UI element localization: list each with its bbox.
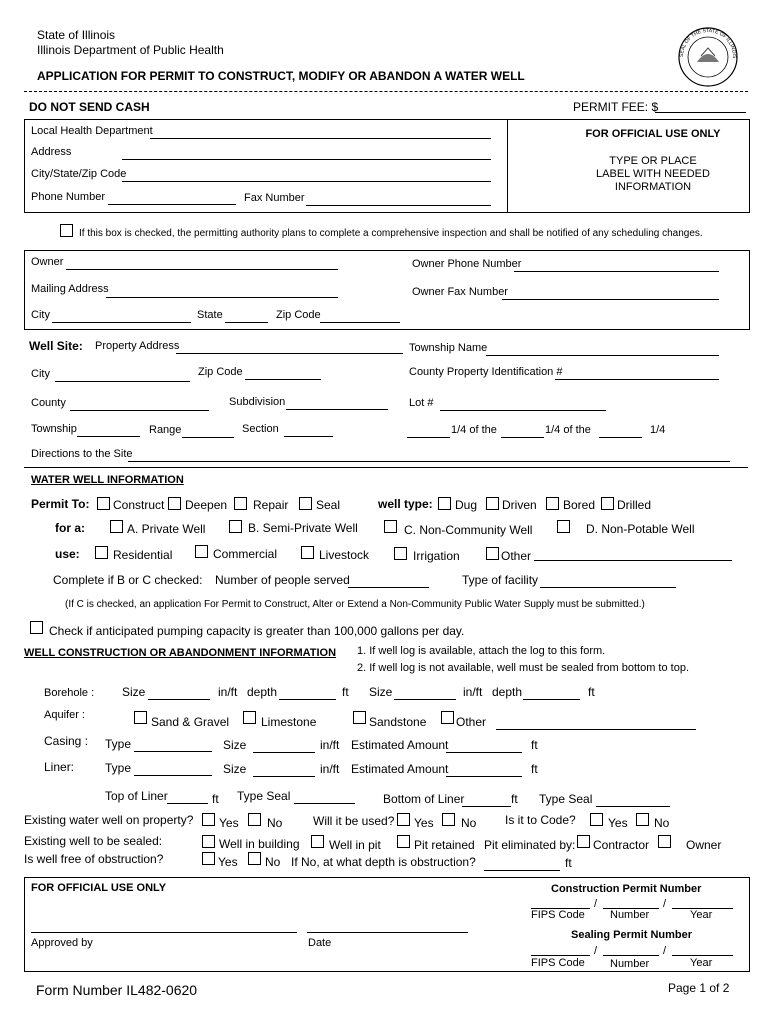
county-label: County (31, 397, 66, 409)
obstruction-ft-label: ft (565, 856, 572, 870)
used-no-checkbox[interactable] (442, 813, 455, 826)
well-construction-heading: WELL CONSTRUCTION OR ABANDONMENT INFORMATION (24, 647, 337, 659)
residential-label: Residential (113, 548, 173, 562)
owner-city-field[interactable] (52, 322, 191, 323)
quarter-label-3: 1/4 (650, 424, 666, 436)
owner-box (24, 250, 750, 330)
lot-field[interactable] (440, 410, 606, 411)
complete-bc-label: Complete if B or C checked: (53, 573, 203, 587)
drilled-label: Drilled (617, 498, 652, 512)
seal-text: SEAL OF THE STATE OF ILLINOIS (678, 27, 738, 59)
drilled-checkbox[interactable] (601, 497, 614, 510)
obstruction-depth-field[interactable] (484, 870, 560, 871)
semi-private-checkbox[interactable] (229, 520, 242, 533)
borehole-ft-label-1: ft (342, 685, 349, 699)
owner-checkbox[interactable] (658, 835, 671, 848)
casing-ft-label: ft (531, 738, 538, 752)
liner-type-label: Type (105, 761, 132, 775)
township-field[interactable] (77, 436, 140, 437)
existing-no-label: No (267, 816, 283, 830)
owner-state-label: State (197, 309, 223, 321)
private-well-label: A. Private Well (127, 522, 206, 536)
contractor-label: Contractor (593, 838, 650, 852)
county-pid-field[interactable] (555, 379, 719, 380)
top-type-seal-label: Type Seal (237, 789, 291, 803)
deepen-checkbox[interactable] (168, 497, 181, 510)
fax-label: Fax Number (244, 192, 305, 204)
county-field[interactable] (70, 410, 209, 411)
divider (24, 91, 748, 92)
obstruction-yes-label: Yes (218, 855, 238, 869)
people-served-label: Number of people served (215, 573, 350, 587)
illinois-seal-icon (677, 26, 739, 88)
sp-number-field[interactable] (603, 955, 659, 956)
non-potable-label: D. Non-Potable Well (586, 522, 695, 536)
label-instruction-2: LABEL WITH NEEDED (596, 168, 710, 180)
casing-inft-label: in/ft (320, 738, 340, 752)
quarter-label-1: 1/4 of the (451, 424, 497, 436)
owner-fax-field[interactable] (502, 299, 719, 300)
to-code-label: Is it to Code? (505, 813, 576, 827)
township-name-label: Township Name (409, 342, 488, 354)
page-number: Page 1 of 2 (668, 981, 730, 995)
liner-size-field[interactable] (253, 776, 315, 777)
sp-year-label: Year (690, 957, 713, 969)
quarter-field-3[interactable] (599, 437, 642, 438)
dug-label: Dug (455, 498, 478, 512)
section-field[interactable] (284, 436, 333, 437)
log-note-1: 1. If well log is available, attach the log to this form. (357, 645, 606, 657)
driven-label: Driven (502, 498, 537, 512)
owner-city-label: City (31, 309, 50, 321)
borehole-size-label-1: Size (122, 685, 146, 699)
bottom-liner-ft-label: ft (511, 792, 518, 806)
other-aquifer-field[interactable] (496, 729, 696, 730)
subdivision-label: Subdivision (229, 396, 286, 408)
in-building-checkbox[interactable] (202, 835, 215, 848)
water-well-info-heading: WATER WELL INFORMATION (31, 474, 184, 486)
owner-zip-field[interactable] (320, 322, 400, 323)
sand-gravel-checkbox[interactable] (134, 711, 147, 724)
mailing-address-label: Mailing Address (31, 283, 109, 295)
people-served-field[interactable] (348, 587, 429, 588)
form-title: APPLICATION FOR PERMIT TO CONSTRUCT, MODIFY OR ABANDON A WATER WELL (37, 69, 525, 83)
township-name-field[interactable] (486, 355, 719, 356)
inspection-checkbox[interactable] (60, 224, 73, 237)
irrigation-checkbox[interactable] (394, 547, 407, 560)
approval-date-field[interactable] (307, 932, 468, 933)
top-of-liner-field[interactable] (167, 803, 208, 804)
borehole-size-label-2: Size (369, 685, 393, 699)
obstruction-no-checkbox[interactable] (248, 852, 261, 865)
sand-gravel-label: Sand & Gravel (151, 715, 230, 729)
use-label: use: (55, 547, 80, 561)
owner-phone-field[interactable] (514, 271, 719, 272)
form-number: Form Number IL482-0620 (36, 982, 198, 998)
quarter-field-2[interactable] (501, 437, 544, 438)
obstruction-yes-checkbox[interactable] (202, 852, 215, 865)
code-no-label: No (654, 816, 670, 830)
local-health-label: Local Health Department (31, 125, 153, 137)
phone-label: Phone Number (31, 191, 105, 203)
cp-year-label: Year (690, 909, 713, 921)
fax-field[interactable] (306, 205, 491, 206)
divider (24, 467, 748, 468)
seal-label: Seal (316, 498, 341, 512)
residential-checkbox[interactable] (95, 546, 108, 559)
code-yes-checkbox[interactable] (590, 813, 603, 826)
approved-by-label: Approved by (31, 937, 93, 949)
casing-size-field[interactable] (253, 752, 315, 753)
permit-fee-field[interactable] (655, 112, 746, 113)
used-yes-checkbox[interactable] (397, 813, 410, 826)
well-type-label: well type: (378, 497, 433, 511)
top-liner-ft-label: ft (212, 792, 219, 806)
sp-year-field[interactable] (672, 955, 733, 956)
range-field[interactable] (182, 437, 234, 438)
liner-type-field[interactable] (134, 775, 212, 776)
cp-slash-1: / (594, 898, 598, 910)
borehole-inft-label-2: in/ft (463, 685, 483, 699)
casing-type-label: Type (105, 737, 132, 751)
cp-number-label: Number (610, 909, 650, 921)
casing-type-field[interactable] (134, 751, 212, 752)
site-city-field[interactable] (55, 381, 190, 382)
aquifer-label: Aquifer : (44, 709, 85, 721)
other-aquifer-label: Other (456, 715, 487, 729)
local-health-field[interactable] (150, 138, 491, 139)
borehole-size-field-2[interactable] (394, 699, 456, 700)
pit-eliminated-label: Pit eliminated by: (484, 838, 576, 852)
used-no-label: No (461, 816, 477, 830)
quarter-label-2: 1/4 of the (545, 424, 591, 436)
sealing-permit-heading: Sealing Permit Number (571, 929, 693, 941)
official-use-heading: FOR OFFICIAL USE ONLY (585, 128, 721, 140)
other-use-label: Other (501, 549, 532, 563)
pumping-capacity-checkbox[interactable] (30, 621, 43, 634)
pit-retained-checkbox[interactable] (397, 835, 410, 848)
commercial-label: Commercial (213, 547, 278, 561)
sp-number-label: Number (610, 958, 650, 970)
site-zip-label: Zip Code (198, 366, 243, 378)
site-city-label: City (31, 368, 50, 380)
permit-fee-label: PERMIT FEE: $ (573, 100, 659, 114)
cp-slash-2: / (663, 898, 667, 910)
dug-checkbox[interactable] (438, 497, 451, 510)
liner-ft-label: ft (531, 762, 538, 776)
borehole-depth-field-2[interactable] (523, 699, 580, 700)
bottom-of-liner-label: Bottom of Liner (383, 792, 465, 806)
directions-field[interactable] (128, 461, 730, 462)
owner-phone-label: Owner Phone Number (412, 258, 522, 270)
label-instruction-1: TYPE OR PLACE (609, 155, 697, 167)
county-pid-label: County Property Identification # (409, 366, 563, 378)
construct-checkbox[interactable] (97, 497, 110, 510)
owner-label: Owner (31, 256, 64, 268)
directions-label: Directions to the Site (31, 448, 133, 460)
limestone-label: Limestone (261, 715, 317, 729)
facility-type-label: Type of facility (462, 573, 539, 587)
other-aquifer-checkbox[interactable] (441, 711, 454, 724)
sealed-label: Existing well to be sealed: (24, 834, 163, 848)
sp-fips-field[interactable] (531, 955, 590, 956)
driven-checkbox[interactable] (486, 497, 499, 510)
well-site-heading: Well Site: (29, 339, 83, 353)
liner-est-field[interactable] (446, 776, 522, 777)
no-cash-notice: DO NOT SEND CASH (29, 100, 150, 114)
sandstone-checkbox[interactable] (353, 711, 366, 724)
facility-type-field[interactable] (540, 587, 676, 588)
casing-label: Casing : (44, 734, 89, 748)
code-yes-label: Yes (608, 816, 628, 830)
non-community-note: (If C is checked, an application For Permit to Construct, Alter or Extend a Non-Community Public Water Supply must be submitted.) (65, 599, 645, 610)
limestone-checkbox[interactable] (243, 711, 256, 724)
township-label: Township (31, 423, 77, 435)
repair-label: Repair (253, 498, 289, 512)
borehole-ft-label-2: ft (588, 685, 595, 699)
bottom-of-liner-field[interactable] (462, 806, 511, 807)
range-label: Range (149, 424, 182, 436)
borehole-depth-label-1: depth (247, 685, 278, 699)
liner-size-label: Size (223, 762, 247, 776)
bottom-type-seal-label: Type Seal (539, 792, 593, 806)
address-field[interactable] (122, 159, 491, 160)
city-state-zip-label: City/State/Zip Code (31, 168, 127, 180)
sp-fips-label: FIPS Code (531, 957, 585, 969)
existing-well-label: Existing water well on property? (24, 813, 194, 827)
deepen-label: Deepen (185, 498, 228, 512)
in-building-label: Well in building (219, 837, 300, 851)
phone-field[interactable] (108, 204, 236, 205)
borehole-label: Borehole : (44, 687, 95, 699)
inspection-text: If this box is checked, the permitting authority plans to complete a comprehensive inspection and shall be notified of any scheduling changes. (79, 228, 703, 239)
owner-fax-label: Owner Fax Number (412, 286, 508, 298)
obstruction-label: Is well free of obstruction? (24, 852, 164, 866)
liner-label: Liner: (44, 760, 75, 774)
owner-state-field[interactable] (225, 322, 268, 323)
approval-date-label: Date (308, 937, 332, 949)
existing-no-checkbox[interactable] (248, 813, 261, 826)
obstruction-no-label: No (265, 855, 281, 869)
liner-est-label: Estimated Amount (351, 762, 449, 776)
log-note-2: 2. If well log is not available, well must be sealed from bottom to top. (357, 662, 689, 674)
quarter-field-1[interactable] (407, 437, 450, 438)
owner-option-label: Owner (686, 838, 722, 852)
pit-retained-label: Pit retained (414, 838, 475, 852)
site-zip-field[interactable] (245, 379, 321, 380)
top-type-seal-field[interactable] (294, 803, 355, 804)
state-name: State of Illinois (37, 28, 116, 42)
commercial-checkbox[interactable] (195, 545, 208, 558)
repair-checkbox[interactable] (234, 497, 247, 510)
city-state-zip-field[interactable] (122, 181, 491, 182)
livestock-checkbox[interactable] (301, 546, 314, 559)
livestock-label: Livestock (319, 548, 370, 562)
property-address-field[interactable] (176, 353, 403, 354)
casing-size-label: Size (223, 738, 247, 752)
owner-field[interactable] (66, 269, 338, 270)
contractor-checkbox[interactable] (577, 835, 590, 848)
seal-checkbox[interactable] (299, 497, 312, 510)
borehole-size-field-1[interactable] (148, 699, 210, 700)
pumping-capacity-label: Check if anticipated pumping capacity is greater than 100,000 gallons per day. (49, 624, 465, 638)
bored-label: Bored (563, 498, 596, 512)
liner-inft-label: in/ft (320, 762, 340, 776)
official-use-heading-2: FOR OFFICIAL USE ONLY (31, 882, 167, 894)
mailing-address-field[interactable] (106, 297, 338, 298)
subdivision-field[interactable] (286, 409, 388, 410)
borehole-inft-label-1: in/ft (218, 685, 238, 699)
will-be-used-label: Will it be used? (313, 814, 395, 828)
used-yes-label: Yes (414, 816, 434, 830)
for-a-label: for a: (55, 521, 85, 535)
non-community-label: C. Non-Community Well (404, 523, 533, 537)
top-of-liner-label: Top of Liner (105, 789, 168, 803)
casing-est-label: Estimated Amount (351, 738, 449, 752)
construct-label: Construct (113, 498, 165, 512)
other-use-field[interactable] (534, 560, 732, 561)
cp-fips-label: FIPS Code (531, 909, 585, 921)
borehole-depth-field-1[interactable] (279, 699, 336, 700)
owner-zip-label: Zip Code (276, 309, 321, 321)
non-potable-checkbox[interactable] (557, 520, 570, 533)
approved-by-field[interactable] (31, 932, 297, 933)
code-no-checkbox[interactable] (636, 813, 649, 826)
bottom-type-seal-field[interactable] (596, 806, 670, 807)
other-use-checkbox[interactable] (486, 547, 499, 560)
construction-permit-heading: Construction Permit Number (551, 883, 702, 895)
property-address-label: Property Address (95, 340, 180, 352)
label-instruction-3: INFORMATION (614, 181, 692, 193)
permit-to-label: Permit To: (31, 497, 90, 511)
address-label: Address (31, 146, 72, 158)
private-well-checkbox[interactable] (110, 520, 123, 533)
non-community-checkbox[interactable] (384, 520, 397, 533)
in-pit-checkbox[interactable] (311, 835, 324, 848)
lot-label: Lot # (409, 397, 434, 409)
sp-slash-2: / (663, 945, 667, 957)
section-label: Section (242, 423, 279, 435)
borehole-depth-label-2: depth (492, 685, 523, 699)
sandstone-label: Sandstone (369, 715, 427, 729)
irrigation-label: Irrigation (413, 549, 460, 563)
semi-private-label: B. Semi-Private Well (248, 521, 358, 535)
existing-yes-label: Yes (219, 816, 239, 830)
obstruction-depth-label: If No, at what depth is obstruction? (291, 855, 476, 869)
existing-yes-checkbox[interactable] (202, 813, 215, 826)
department-name: Illinois Department of Public Health (37, 43, 224, 57)
sp-slash-1: / (594, 945, 598, 957)
in-pit-label: Well in pit (329, 838, 381, 852)
bored-checkbox[interactable] (546, 497, 559, 510)
casing-est-field[interactable] (446, 752, 522, 753)
